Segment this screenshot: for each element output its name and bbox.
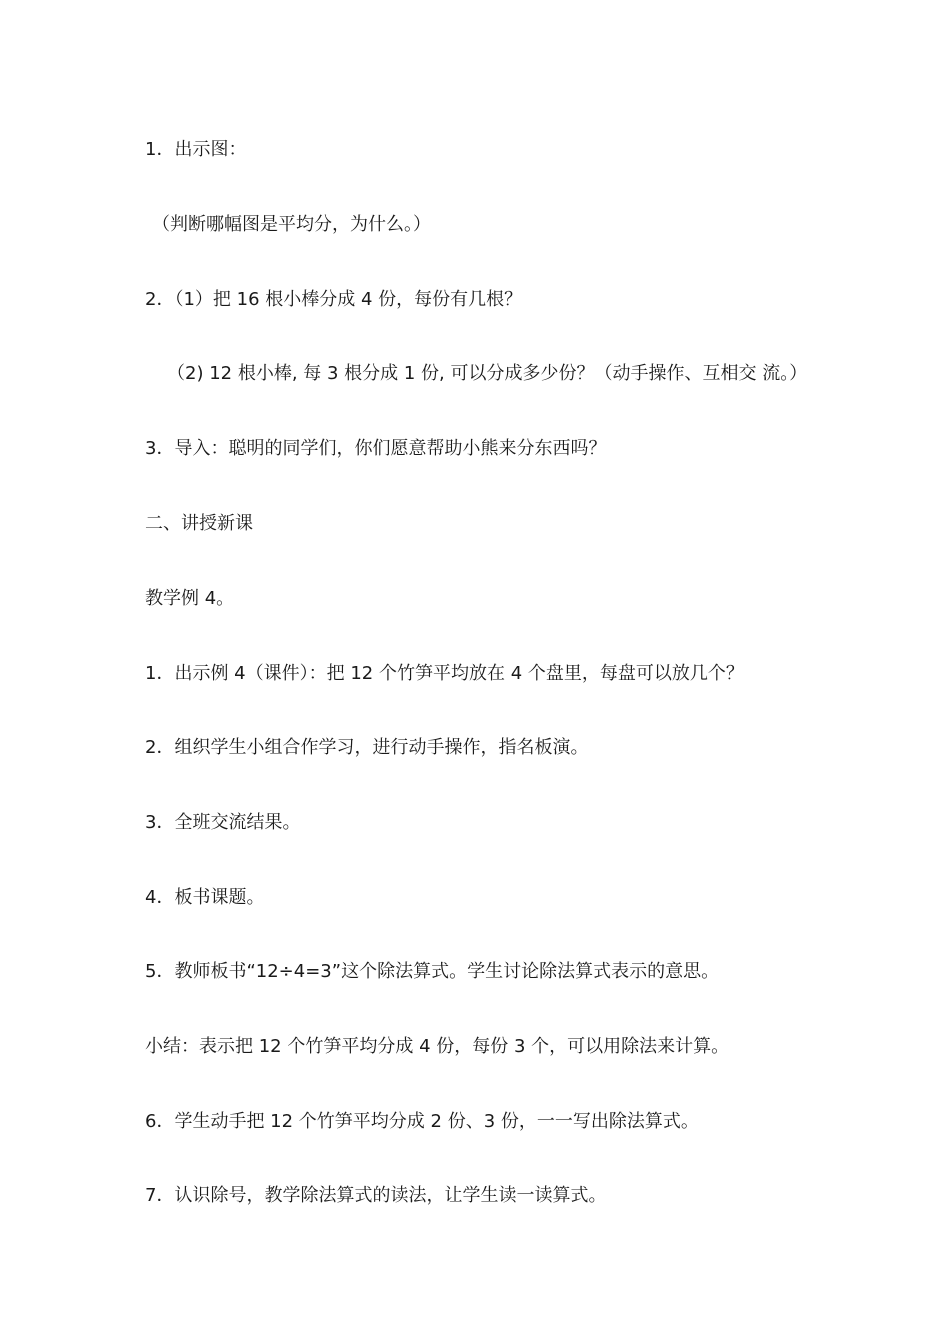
paragraph-step-3: 3．全班交流结果。 [145,812,301,833]
paragraph-step-2: 2．组织学生小组合作学习，进行动手操作，指名板演。 [145,737,589,758]
paragraph-item-2-part-2: （2) 12 根小棒, 每 3 根分成 1 份, 可以分成多少份？（动手操作、互相交 流。） [167,363,808,384]
paragraph-step-4: 4．板书课题。 [145,887,265,908]
paragraph-judge-question: （判断哪幅图是平均分，为什么。） [152,214,431,235]
paragraph-step-6: 6．学生动手把 12 个竹笋平均分成 2 份、3 份，一一写出除法算式。 [145,1111,699,1132]
paragraph-summary: 小结：表示把 12 个竹笋平均分成 4 份，每份 3 个，可以用除法来计算。 [145,1036,730,1057]
paragraph-step-1: 1．出示例 4（课件）：把 12 个竹笋平均放在 4 个盘里，每盘可以放几个？ [145,663,744,684]
section-heading-new-lesson: 二、讲授新课 [145,513,253,534]
paragraph-introduction: 3．导入：聪明的同学们，你们愿意帮助小熊来分东西吗？ [145,438,607,459]
paragraph-item-2-part-1: 2．（1）把 16 根小棒分成 4 份，每份有几根？ [145,289,523,310]
paragraph-step-5: 5．教师板书“12÷4=3”这个除法算式。学生讨论除法算式表示的意思。 [145,961,720,982]
paragraph-step-7: 7．认识除号，教学除法算式的读法，让学生读一读算式。 [145,1185,607,1206]
paragraph-example-4: 教学例 4。 [145,588,235,609]
paragraph-show-picture: 1．出示图： [145,139,247,160]
